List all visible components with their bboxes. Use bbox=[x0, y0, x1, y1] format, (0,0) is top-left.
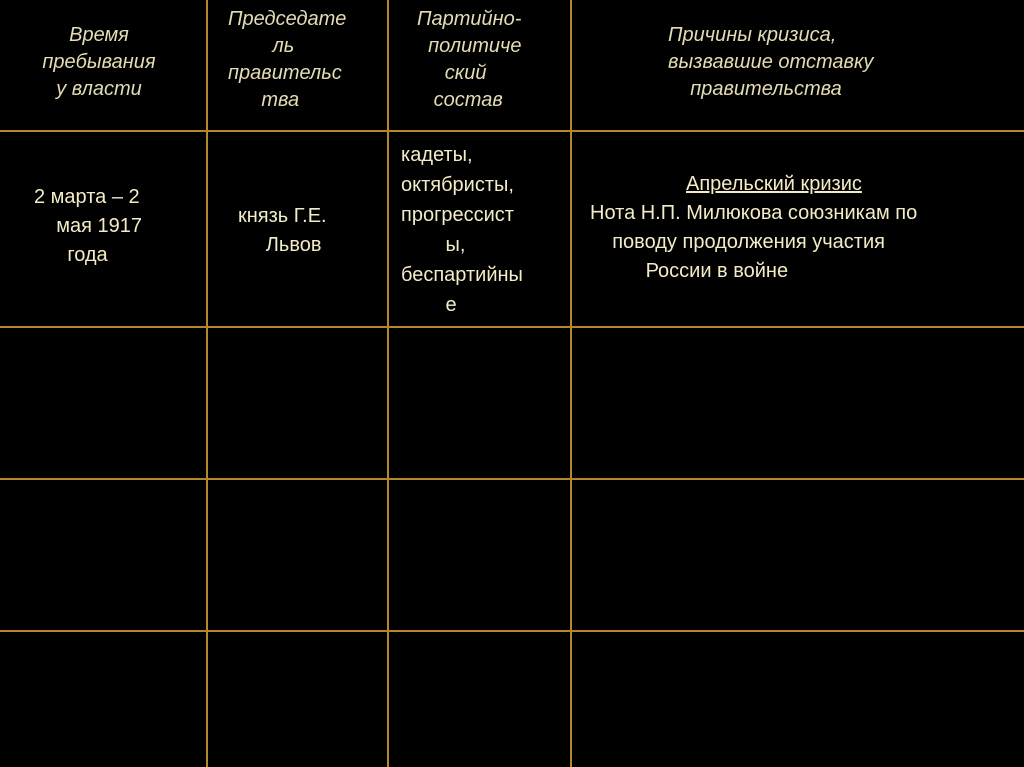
cell-chairman bbox=[207, 131, 388, 327]
table-row bbox=[0, 631, 1024, 767]
empty-cell bbox=[388, 327, 571, 479]
header-cell-chairman bbox=[207, 0, 388, 131]
header-cell-period bbox=[0, 0, 207, 131]
header-cell-party bbox=[388, 0, 571, 131]
causes-text: Нота Н.П. Милюкова союзникам по поводу продолжения участия России в войне bbox=[590, 202, 918, 282]
empty-cell bbox=[0, 479, 207, 631]
cell-period bbox=[0, 131, 207, 327]
empty-cell bbox=[207, 631, 388, 767]
empty-cell bbox=[0, 327, 207, 479]
table-row bbox=[0, 131, 1024, 327]
cell-causes bbox=[571, 131, 1024, 327]
empty-cell bbox=[571, 479, 1024, 631]
row-period: 2 марта – 2 мая 1917 года bbox=[34, 186, 142, 266]
table-row bbox=[0, 479, 1024, 631]
cell-party bbox=[388, 131, 571, 327]
row-chairman: князь Г.Е. Львов bbox=[238, 205, 327, 256]
table-header-row bbox=[0, 0, 1024, 131]
header-cell-causes bbox=[571, 0, 1024, 131]
empty-cell bbox=[388, 631, 571, 767]
table-row bbox=[0, 327, 1024, 479]
empty-cell bbox=[388, 479, 571, 631]
header-party: Партийно- политиче ский состав bbox=[417, 8, 522, 111]
causes-title: Апрельский кризис bbox=[686, 173, 862, 195]
empty-cell bbox=[207, 327, 388, 479]
empty-cell bbox=[207, 479, 388, 631]
empty-cell bbox=[0, 631, 207, 767]
header-chairman: Председате ль правительс тва bbox=[228, 8, 347, 111]
header-causes: Причины кризиса, вызвавшие отставку правительства bbox=[668, 24, 874, 100]
header-period: Время пребывания у власти bbox=[42, 24, 156, 100]
empty-cell bbox=[571, 631, 1024, 767]
empty-cell bbox=[571, 327, 1024, 479]
row-party: кадеты, октябристы, прогрессист ы, беспартийны е bbox=[401, 144, 523, 316]
